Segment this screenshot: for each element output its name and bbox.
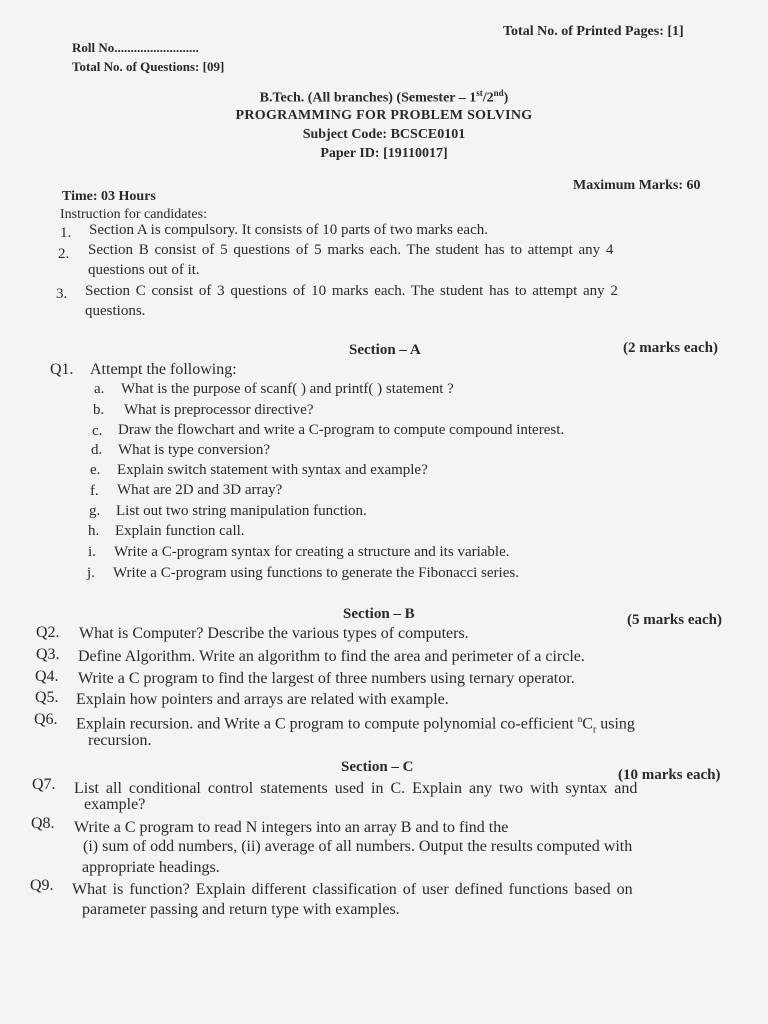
option-letter: a. — [94, 381, 105, 397]
subject-title: PROGRAMMING FOR PROBLEM SOLVING — [235, 108, 533, 123]
option-text: Draw the flowchart and write a C-program to compute compound interest. — [118, 422, 565, 438]
option-text: What are 2D and 3D array? — [117, 482, 283, 498]
question-number: Q9. — [30, 877, 54, 894]
option-text: What is type conversion? — [118, 442, 271, 458]
question-text: What is Computer? Describe the various types of computers. — [79, 625, 469, 642]
exam-time: Time: 03 Hours — [62, 189, 156, 204]
option-text: What is preprocessor directive? — [124, 402, 314, 418]
option-text: Write a C-program syntax for creating a structure and its variable. — [114, 544, 510, 560]
option-text: Explain function call. — [115, 523, 245, 539]
instruction-text: Section A is compulsory. It consists of 10 parts of two marks each. — [89, 222, 488, 238]
section-c-marks: (10 marks each) — [618, 767, 721, 783]
option-letter: b. — [93, 402, 105, 418]
instruction-number: 2. — [58, 246, 70, 262]
question-text: Explain recursion. and Write a C program to compute polynomial co-efficient $^nC_r$ using — [76, 714, 635, 736]
section-b-title: Section – B — [343, 606, 415, 622]
instruction-number: 1. — [60, 225, 72, 241]
option-letter: c. — [92, 423, 103, 439]
question-number: Q1. — [50, 361, 74, 378]
instruction-number: 3. — [56, 286, 68, 302]
instructions-title: Instruction for candidates: — [60, 207, 207, 222]
section-a-marks: (2 marks each) — [623, 340, 718, 356]
option-letter: i. — [88, 544, 96, 560]
question-number: Q4. — [35, 668, 59, 685]
option-letter: f. — [90, 483, 99, 499]
course-line: B.Tech. (All branches) (Semester – 1st/2nd) — [259, 88, 509, 106]
question-text: (i) sum of odd numbers, (ii) average of all numbers. Output the results computed with — [83, 838, 633, 855]
option-text: What is the purpose of scanf( ) and printf( ) statement ? — [121, 381, 454, 397]
question-number: Q2. — [36, 624, 60, 641]
option-letter: h. — [88, 523, 100, 539]
question-number: Q6. — [34, 711, 58, 728]
section-a-title: Section – A — [349, 342, 421, 358]
question-text: List all conditional control statements used in C. Explain any two with syntax and — [74, 780, 638, 797]
option-letter: j. — [87, 565, 95, 581]
question-number: Q7. — [32, 776, 56, 793]
option-text: Write a C-program using functions to generate the Fibonacci series. — [113, 565, 519, 581]
question-text: Define Algorithm. Write an algorithm to find the area and perimeter of a circle. — [78, 648, 585, 665]
total-questions: Total No. of Questions: [09] — [72, 59, 225, 74]
maximum-marks: Maximum Marks: 60 — [573, 178, 701, 193]
option-letter: g. — [89, 503, 101, 519]
option-letter: d. — [91, 442, 103, 458]
total-printed-pages: Total No. of Printed Pages: [1] — [503, 24, 684, 39]
option-text: List out two string manipulation function. — [116, 503, 367, 519]
question-text: example? — [84, 796, 146, 813]
roll-number-field: Roll No.......................... — [72, 40, 199, 55]
question-number: Q5. — [35, 689, 59, 706]
question-text: Write a C program to read N integers into an array B and to find the — [74, 819, 509, 836]
instruction-text: questions out of it. — [88, 262, 200, 278]
question-text: Write a C program to find the largest of three numbers using ternary operator. — [78, 670, 575, 687]
section-b-marks: (5 marks each) — [627, 612, 722, 628]
section-c-title: Section – C — [341, 759, 414, 775]
question-text: Attempt the following: — [90, 361, 237, 378]
instruction-text: Section C consist of 3 questions of 10 marks each. The student has to attempt any 2 — [85, 283, 618, 299]
option-letter: e. — [90, 462, 101, 478]
question-text: appropriate headings. — [82, 859, 220, 876]
question-number: Q8. — [31, 815, 55, 832]
question-text: Explain how pointers and arrays are related with example. — [76, 691, 449, 708]
instruction-text: Section B consist of 5 questions of 5 marks each. The student has to attempt any 4 — [88, 242, 614, 258]
question-number: Q3. — [36, 646, 60, 663]
question-text: parameter passing and return type with examples. — [82, 901, 400, 918]
question-text: recursion. — [88, 732, 152, 749]
paper-id: Paper ID: [19110017] — [320, 146, 448, 161]
question-text: What is function? Explain different classification of user defined functions based on — [72, 881, 633, 898]
instruction-text: questions. — [85, 303, 146, 319]
subject-code: Subject Code: BCSCE0101 — [302, 127, 466, 142]
option-text: Explain switch statement with syntax and example? — [117, 462, 428, 478]
